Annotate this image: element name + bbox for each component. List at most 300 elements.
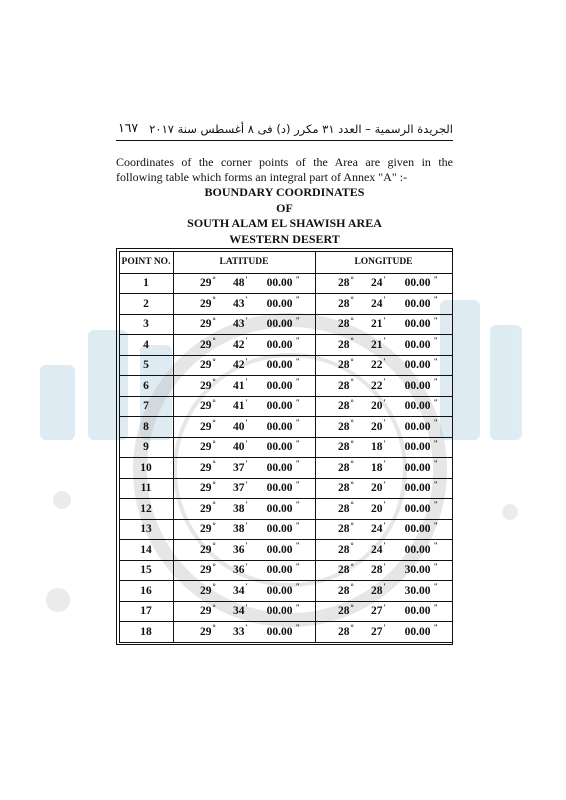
seconds-value: 00.00 [404,441,431,454]
cell-point-no: 9 [119,437,173,458]
degrees-value: 29 [200,625,212,638]
cell-latitude [173,273,315,294]
table-body [119,273,452,642]
minute-symbol: ' [383,336,386,346]
degrees-value: 29 [200,482,212,495]
second-symbol: " [433,315,438,325]
minutes-value: 22 [371,359,383,372]
coordinates-table-frame [116,248,453,645]
cell-latitude [173,376,315,397]
minutes-value: 38 [233,502,245,515]
cell-latitude [173,499,315,520]
cell-latitude [173,314,315,335]
table-row [119,540,452,561]
seconds-value: 00.00 [404,400,431,413]
cell-longitude [315,540,452,561]
seconds-value: 00.00 [404,482,431,495]
second-symbol: " [295,418,300,428]
degrees-value: 29 [200,338,212,351]
minute-symbol: ' [245,274,248,284]
cell-latitude [173,601,315,622]
title-line-2: OF [276,200,293,215]
minute-symbol: ' [245,602,248,612]
cell-latitude [173,540,315,561]
cell-point-no: 2 [119,294,173,315]
table-row [119,396,452,417]
minute-symbol: ' [383,623,386,633]
dms-value [316,540,452,560]
cell-latitude [173,396,315,417]
seconds-value: 00.00 [266,297,293,310]
dms-value [174,335,315,355]
cell-latitude [173,437,315,458]
second-symbol: " [295,315,300,325]
cell-longitude [315,560,452,581]
second-symbol: " [295,438,300,448]
degree-symbol: ° [212,623,216,633]
minutes-value: 38 [233,523,245,536]
degrees-value: 28 [338,482,350,495]
cell-point-no: 15 [119,560,173,581]
second-symbol: " [433,623,438,633]
minutes-value: 20 [371,420,383,433]
second-symbol: " [295,336,300,346]
page-number: ١٦٧ [118,120,139,135]
table-row [119,622,452,643]
seconds-value: 00.00 [266,277,293,290]
minutes-value: 43 [233,297,245,310]
degree-symbol: ° [212,561,216,571]
title-line-1: BOUNDARY COORDINATES [204,185,365,199]
second-symbol: " [433,274,438,284]
cell-longitude [315,478,452,499]
degrees-value: 28 [338,584,350,597]
minute-symbol: ' [383,397,386,407]
cell-longitude [315,314,452,335]
minute-symbol: ' [383,541,386,551]
degrees-value: 29 [200,584,212,597]
dms-value [316,581,452,601]
second-symbol: " [295,377,300,387]
header-latitude: LATITUDE [173,251,315,273]
seconds-value: 00.00 [404,379,431,392]
seconds-value: 00.00 [404,461,431,474]
minutes-value: 24 [371,543,383,556]
dms-value [316,438,452,458]
degrees-value: 28 [338,605,350,618]
dms-value [316,397,452,417]
degree-symbol: ° [212,520,216,530]
degrees-value: 28 [338,543,350,556]
minutes-value: 28 [371,564,383,577]
degrees-value: 29 [200,461,212,474]
second-symbol: " [295,459,300,469]
minutes-value: 43 [233,318,245,331]
degree-symbol: ° [350,418,354,428]
cell-longitude [315,581,452,602]
seconds-value: 00.00 [404,523,431,536]
dms-value [174,602,315,622]
minute-symbol: ' [245,582,248,592]
degree-symbol: ° [212,315,216,325]
document-titles [116,185,453,247]
minute-symbol: ' [383,582,386,592]
cell-latitude [173,581,315,602]
cell-latitude [173,355,315,376]
second-symbol: " [295,602,300,612]
second-symbol: " [295,582,300,592]
second-symbol: " [433,541,438,551]
dms-value [174,520,315,540]
degrees-value: 28 [338,400,350,413]
degree-symbol: ° [350,500,354,510]
header-point-no: POINT NO. [119,251,173,273]
cell-point-no: 11 [119,478,173,499]
degrees-value: 28 [338,441,350,454]
table-header-row [119,251,452,273]
seconds-value: 00.00 [404,420,431,433]
seconds-value: 00.00 [266,359,293,372]
dms-value [316,376,452,396]
dms-value [316,335,452,355]
degree-symbol: ° [350,561,354,571]
second-symbol: " [433,520,438,530]
dms-value [316,561,452,581]
minute-symbol: ' [245,623,248,633]
dms-value [174,438,315,458]
seconds-value: 00.00 [266,482,293,495]
dms-value [316,315,452,335]
seconds-value: 00.00 [404,338,431,351]
cell-longitude [315,458,452,479]
minutes-value: 21 [371,318,383,331]
table-row [119,478,452,499]
table-row [119,294,452,315]
cell-latitude [173,478,315,499]
degree-symbol: ° [212,397,216,407]
second-symbol: " [295,295,300,305]
minute-symbol: ' [383,315,386,325]
seconds-value: 00.00 [404,297,431,310]
degree-symbol: ° [212,459,216,469]
cell-longitude [315,335,452,356]
minutes-value: 37 [233,461,245,474]
second-symbol: " [433,295,438,305]
dms-value [316,520,452,540]
degree-symbol: ° [350,582,354,592]
table-row [119,601,452,622]
dms-value [316,356,452,376]
cell-longitude [315,396,452,417]
seconds-value: 00.00 [266,564,293,577]
minutes-value: 41 [233,379,245,392]
degrees-value: 28 [338,338,350,351]
cell-point-no: 1 [119,273,173,294]
minute-symbol: ' [383,295,386,305]
degrees-value: 28 [338,564,350,577]
seconds-value: 00.00 [266,605,293,618]
degree-symbol: ° [350,336,354,346]
degrees-value: 28 [338,625,350,638]
dms-value [174,622,315,642]
cell-longitude [315,355,452,376]
degree-symbol: ° [350,274,354,284]
table-row [119,519,452,540]
degree-symbol: ° [350,520,354,530]
second-symbol: " [295,397,300,407]
seconds-value: 00.00 [404,625,431,638]
table-row [119,335,452,356]
minutes-value: 40 [233,441,245,454]
cell-longitude [315,499,452,520]
minutes-value: 40 [233,420,245,433]
seconds-value: 00.00 [266,625,293,638]
dms-value [174,417,315,437]
degrees-value: 29 [200,441,212,454]
second-symbol: " [295,541,300,551]
degrees-value: 29 [200,318,212,331]
minute-symbol: ' [245,377,248,387]
dms-value [316,458,452,478]
degree-symbol: ° [350,459,354,469]
minutes-value: 37 [233,482,245,495]
degrees-value: 29 [200,523,212,536]
cell-longitude [315,601,452,622]
title-line-4: WESTERN DESERT [229,231,340,246]
minute-symbol: ' [245,438,248,448]
second-symbol: " [433,459,438,469]
degrees-value: 29 [200,502,212,515]
cell-latitude [173,458,315,479]
cell-point-no: 12 [119,499,173,520]
dms-value [316,274,452,294]
minutes-value: 18 [371,461,383,474]
cell-longitude [315,417,452,438]
minutes-value: 33 [233,625,245,638]
minutes-value: 20 [371,502,383,515]
degree-symbol: ° [212,541,216,551]
minute-symbol: ' [383,418,386,428]
seconds-value: 00.00 [266,523,293,536]
minute-symbol: ' [383,274,386,284]
dms-value [174,397,315,417]
seconds-value: 00.00 [404,359,431,372]
minute-symbol: ' [383,377,386,387]
intro-paragraph: Coordinates of the corner points of the Area are given in the following table which forms an integral part of Annex "A" :- [116,155,453,184]
second-symbol: " [295,356,300,366]
minutes-value: 36 [233,564,245,577]
cell-point-no: 8 [119,417,173,438]
minutes-value: 20 [371,482,383,495]
cell-longitude [315,294,452,315]
cell-longitude [315,437,452,458]
table-row [119,376,452,397]
cell-point-no: 7 [119,396,173,417]
table-row [119,560,452,581]
minute-symbol: ' [383,459,386,469]
minutes-value: 42 [233,338,245,351]
degree-symbol: ° [212,377,216,387]
minute-symbol: ' [383,479,386,489]
degree-symbol: ° [350,315,354,325]
degrees-value: 28 [338,297,350,310]
cell-point-no: 16 [119,581,173,602]
cell-latitude [173,335,315,356]
cell-point-no: 14 [119,540,173,561]
cell-longitude [315,273,452,294]
cell-point-no: 3 [119,314,173,335]
cell-latitude [173,294,315,315]
title-line-3: SOUTH ALAM EL SHAWISH AREA [187,216,382,230]
degree-symbol: ° [350,541,354,551]
degree-symbol: ° [212,582,216,592]
cell-point-no: 6 [119,376,173,397]
table-row [119,314,452,335]
table-row [119,458,452,479]
dms-value [174,581,315,601]
seconds-value: 00.00 [266,379,293,392]
minutes-value: 36 [233,543,245,556]
degree-symbol: ° [212,500,216,510]
dms-value [316,602,452,622]
degrees-value: 28 [338,318,350,331]
second-symbol: " [295,520,300,530]
cell-longitude [315,376,452,397]
degrees-value: 28 [338,277,350,290]
minutes-value: 27 [371,625,383,638]
seconds-value: 00.00 [266,502,293,515]
seconds-value: 00.00 [404,318,431,331]
cell-latitude [173,417,315,438]
degrees-value: 29 [200,400,212,413]
dms-value [316,622,452,642]
cell-point-no: 13 [119,519,173,540]
degrees-value: 28 [338,420,350,433]
dms-value [174,499,315,519]
minute-symbol: ' [383,561,386,571]
degree-symbol: ° [212,479,216,489]
header-longitude: LONGITUDE [315,251,452,273]
minutes-value: 24 [371,523,383,536]
degree-symbol: ° [350,623,354,633]
second-symbol: " [295,479,300,489]
minute-symbol: ' [245,397,248,407]
minutes-value: 27 [371,605,383,618]
coordinates-table [119,251,453,643]
degrees-value: 29 [200,277,212,290]
second-symbol: " [433,377,438,387]
degrees-value: 29 [200,420,212,433]
dms-value [174,356,315,376]
degree-symbol: ° [212,274,216,284]
minutes-value: 21 [371,338,383,351]
degrees-value: 29 [200,605,212,618]
seconds-value: 00.00 [266,584,293,597]
minute-symbol: ' [383,356,386,366]
seconds-value: 00.00 [404,277,431,290]
minutes-value: 48 [233,277,245,290]
second-symbol: " [295,623,300,633]
seconds-value: 00.00 [266,338,293,351]
table-row [119,499,452,520]
degree-symbol: ° [212,356,216,366]
second-symbol: " [295,500,300,510]
seconds-value: 30.00 [404,564,431,577]
dms-value [174,274,315,294]
second-symbol: " [433,500,438,510]
dms-value [316,417,452,437]
degree-symbol: ° [350,397,354,407]
second-symbol: " [433,602,438,612]
degrees-value: 28 [338,359,350,372]
seconds-value: 00.00 [266,318,293,331]
cell-point-no: 10 [119,458,173,479]
degree-symbol: ° [212,418,216,428]
seconds-value: 00.00 [266,543,293,556]
minute-symbol: ' [245,541,248,551]
minutes-value: 28 [371,584,383,597]
minute-symbol: ' [245,295,248,305]
degree-symbol: ° [350,295,354,305]
degree-symbol: ° [212,602,216,612]
dms-value [174,376,315,396]
minute-symbol: ' [245,459,248,469]
seconds-value: 30.00 [404,584,431,597]
dms-value [174,540,315,560]
minutes-value: 24 [371,277,383,290]
dms-value [174,315,315,335]
seconds-value: 00.00 [266,461,293,474]
second-symbol: " [433,582,438,592]
cell-latitude [173,519,315,540]
degrees-value: 29 [200,564,212,577]
degree-symbol: ° [350,602,354,612]
degrees-value: 28 [338,461,350,474]
second-symbol: " [433,438,438,448]
minute-symbol: ' [383,602,386,612]
degrees-value: 28 [338,502,350,515]
cell-latitude [173,622,315,643]
minutes-value: 24 [371,297,383,310]
degree-symbol: ° [350,377,354,387]
table-row [119,273,452,294]
degrees-value: 28 [338,379,350,392]
minutes-value: 42 [233,359,245,372]
second-symbol: " [433,418,438,428]
second-symbol: " [433,336,438,346]
degree-symbol: ° [350,479,354,489]
dms-value [316,294,452,314]
minute-symbol: ' [245,520,248,530]
degree-symbol: ° [350,438,354,448]
degrees-value: 29 [200,359,212,372]
dms-value [316,479,452,499]
minutes-value: 34 [233,584,245,597]
cell-latitude [173,560,315,581]
dms-value [174,561,315,581]
degrees-value: 29 [200,379,212,392]
minute-symbol: ' [245,479,248,489]
seconds-value: 00.00 [266,441,293,454]
minute-symbol: ' [245,315,248,325]
degree-symbol: ° [350,356,354,366]
cell-point-no: 17 [119,601,173,622]
degrees-value: 28 [338,523,350,536]
cell-longitude [315,622,452,643]
second-symbol: " [433,479,438,489]
gazette-header-text: الجريدة الرسمية – العدد ٣١ مكرر (د) فى ٨ أغسطس سنة ٢٠١٧ [149,122,453,136]
degree-symbol: ° [212,295,216,305]
